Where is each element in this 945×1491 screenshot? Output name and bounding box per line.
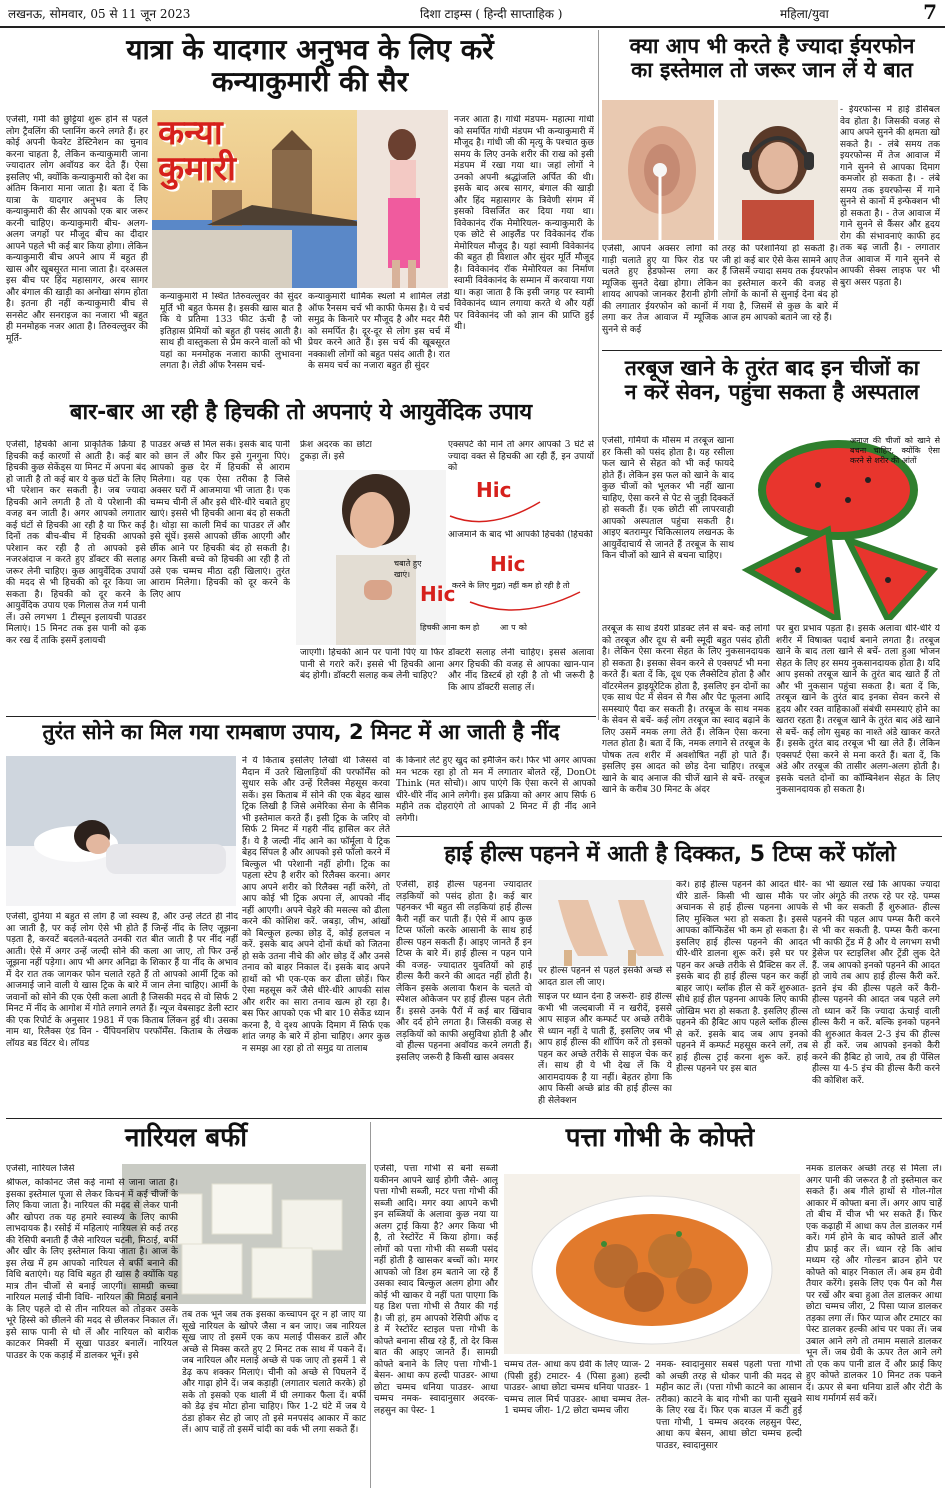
watermelon-right-top: अनाज की चीजों को खाने से बचना चाहिए, क्योंकि ऐसा करने से शरीर की आंतों bbox=[850, 436, 940, 466]
header-paper-name: दिशा टाइम्स ( हिन्दी साप्ताहिक ) bbox=[420, 7, 563, 21]
hiccup-col2: पाउडर अच्छे से मिल सके। इसके बाद पानी को छान लें और फिर इसे गुनगुना पिएं। आपको कुछ देर में हिचकी से आराम मिलेगा। यह एक ऐसा तरीका है जिसे अक्सर घरों में आजमाया भी जाता है। एक चम्मच चीनी लें और इसे धीरे-धीरे चबाते हुए खाएं। इससे भी हिचकी आना बंद हो सकती है। थोड़ा सा काली मिर्च का पाउडर लें और इसे सूंघें। इससे आपको छींक आएगी और छींक आने पर हिचकी बंद हो सकती है। अगर किसी बच्चे को हिचकी आ रही है तो उसे एक चम्मच मीठा दही खिलाएं। तुरंत आराम मिलेगा। हिचकी को दूर करने के लिए आप bbox=[150, 440, 290, 600]
hic-note: करने के लिए मुद्रा) नहीं कम हो रही है तो bbox=[452, 581, 570, 590]
divider bbox=[396, 836, 942, 837]
kanyakumari-col1: एजेंसी, गर्मी की छुट्टियां शुरू होने से पहले लोग ट्रैवलिंग की प्लानिंग करने लगते हैं। हर कोई अपनी फेवरेट डेस्टिनेशन का चुनाव करना चाहता है, लेकिन कन्याकुमारी जाना ज्यादातर लोग अवॉयड कर देते हैं। ऐसा इसलिए भी, क्योंकि कन्याकुमारी को देश का अंतिम किनारा माना जाता है। बता दें कि यात्रा के यादगार अनुभव के लिए कन्याकुमारी की सैर आपको एक बार जरूर करनी चाहिए। कन्याकुमारी बीच- अलग-अलग जगहों पर मौजूद बीच का दीदार आपने पहले भी कई बार किया होगा। लेकिन कन्याकुमारी बीच अपने आप में बहुत ही खास और खूबसूरत माना जाता है। दरअसल इस बीच पर हिंद महासागर, अरब सागर और बंगाल की खाड़ी का अनोखा संगम होता है। इतना ही नहीं कन्याकुमारी बीच से सनसेट और सनराइज का नजारा भी बहुत ही मनमोहक नजर आता है। तिरुवल्लुवर की मूर्ति- bbox=[6, 115, 148, 344]
hiccup-col1: एजेंसी, हिचकी आना प्राकृतिक क्रिया है हिचकी कई कारणों से आती है। कई बार हिचकी कुछ सेकेंड्स या मिनट में अपना बंद हो जाती है तो कई बार ये कुछ घंटों के लिए भी परेशान कर सकती है। जब ज्यादा हिचकी आने लगती है तो ये परेशानी की वजह बन जाती है। अगर आपको लगातार कई घंटों से हिचकी आ रही है या फिर कई दिनों तक बीच-बीच में हिचकी आपको परेशान कर रही है तो आपको इसे नजरअंदाज न करते हुए डॉक्टर की सलाह जरूर लेनी चाहिए। कुछ आयुर्वेदिक उपायों की मदद से भी हिचकी को दूर किया जा सकता है। हिचकी को दूर करने के आयुर्वेदिक उपाय एक गिलास तेज गर्म पानी लें। उसे लगभग 1 टीस्पून इलायची पाउडर मिलाएं। 15 मिनट तक इस पानी को ढ़क कर रख दें ताकि इसमें इलायची bbox=[6, 440, 146, 646]
heels-col4: का भी ख्याल रखें कि आपका ज्यादा जोर अंगूठे की तरफ रहे पर रहे. पम्प्स से भी कर सकती हैं शुरुआत- हील्स पहनने की पहल आप पम्प्स कैरी करने से भी कर सकती है. पम्प्स कैरी करना भी काफी ट्रेंड में है और ये लगभग सभी ड्रेसेज पर स्टाइलिश और ट्रेंडी लुक देते हैं. जब आपको इनको पहनने की आदत हो जाये तब आप हाई हील्स कैरी करें. इतने इंच की हील्स पहले करें कैरी- हील्स पहनने की आदत जब पहले लगे तो ध्यान करें कि ज्यादा ऊंचाई वाली हील्स कैरी न करें. बल्कि इनको पहनने की शुरुआत केवल 2-3 इंच की हील्स से ही करें. जब आपको इनको कैरी करने की हैबिट हो जाये, तब ही पेंसिल हील्स या 4-5 इंच की हील्स कैरी करने की कोशिश करें. bbox=[812, 880, 940, 1086]
kanyakumari-headline bbox=[40, 34, 580, 98]
hic-label: Hic bbox=[420, 582, 456, 606]
heels-photo-svg bbox=[538, 880, 672, 966]
kanyakumari-headline-line1: यात्रा के यादगार अनुभव के लिए करें bbox=[126, 33, 494, 66]
earphone-right-col: - ईयरफोन्स में हाई डेसिबल वेव होता है। जिसकी वजह से आप अपने सुनने की क्षमता खो सकते है। - लंबे समय तक इयरफोन्स में तेज आवाज में गाने सुनने से आपका दिमाग कमजोर हो सकता है। - लंबे समय तक इयरफोन्स में गाने सुनने से कानों में इन्फेक्शन भी हो सकता है। - तेज आवाज में गाने सुनने से कैंसर और हृदय रोग की संभावनाएं काफी हद तक बढ़ जाती है। - लगातार तेज आवाज में गाने सुनने से आपकी सेक्स लाइफ पर भी बुरा असर पड़ता है। bbox=[840, 105, 940, 288]
hic-label: Hic bbox=[476, 478, 512, 502]
kofte-headline: पत्ता गोभी के कोफ्ते bbox=[565, 1123, 755, 1153]
watermelon-col1: एजेंसी, गर्मियों के मौसम में तरबूज खाना हर किसी को पसंद होता है। यह रसीला फल खाने से सेहत को भी कई फायदे होते हैं। लेकिन इस फल को खाने के बाद कुछ चीजों को भूलकर भी नहीं खाना चाहिए, ऐसा करने से पेट से जुड़ी दिक्कतें हो सकती हैं। एक छोटी सी लापरवाही आपको अस्पताल पहुंचा सकती है। आइए बतराम्पुर चिकित्सालय लखनऊ के आयुर्वेदाचार्य से जानते हैं तरबूज के साथ किन चीजों को खाने से बचना चाहिए। bbox=[602, 436, 734, 562]
header-section: महिला/युवा bbox=[780, 7, 829, 21]
hic-note: चबाते हुए खाएं। bbox=[394, 559, 422, 579]
hiccup-headline: बार-बार आ रही है हिचकी तो अपनाएं ये आयुर्वेदिक उपाय bbox=[69, 400, 533, 425]
kanyakumari-photo-title: कन्या कुमारी bbox=[158, 113, 236, 189]
heels-col1: एजेंसी, हाई हील्स पहनना ज्यादातर लड़कियों को पसंद होता है। कई बार पहनकर भी बहुत सी लड़कियां हाई हील्स कैरी नहीं कर पाती हैं। ऐसे में आप कुछ टिप्स फॉलो करके आसानी के साथ हाई हील्स पहन सकती हैं। आइए जानते हैं इन टिप्स के बारे में। हाई हील्स न पहन पाने की वजह- ज्यादातर युवतियों को हाई हील्स कैरी करने की आदत नहीं होती है। लेकिन इसके अलावा फैशन के चलते वो स्पेशल ओकेजन पर हाई हील्स पहन लेती हैं। इससे उनके पैरों में कई बार खिंचाव और दर्द होने लगता है। जिसकी वजह से लड़कियों को काफी असुविधा होती है और वो हील्स पहनना अवॉयड करने लगती हैं। इसलिए जरूरी है किसी खास अवसर bbox=[396, 880, 532, 1063]
heels-caption: पर हील्स पहनने से पहले इसकी अच्छे से आदत डाल ली जाए। bbox=[538, 966, 672, 988]
hiccup-col4a: एक्सपर्ट की मानें तो अगर आपको 3 घंटे से ज्यादा वक्त से हिचकी आ रही हैं, इन उपायों को bbox=[448, 440, 594, 474]
kanyakumari-col4: नजर आता है। गांधी मंडपम- महात्मा गांधी को समर्पित गांधी मंडपम भी कन्याकुमारी में मौजूद है। गांधी जी की मृत्यु के पश्चात कुछ समय के लिए उनके शरीर की राख को इसी मंडपम में रखा गया था। जहां लोगों ने उनको अपनी श्रद्धांजलि अर्पित की थी। इसके बाद अरब सागर, बंगाल की खाड़ी और हिंद महासागर के त्रिवेणी संगम में इसको विसर्जित कर दिया गया था। विवेकानंद रॉक मेमोरियल- कन्याकुमारी के एक छोटे से आइलैंड पर विवेकानंद रॉक मेमोरियल मौजूद है। यहां स्वामी विवेकानंद की बहुत ही विशाल और सुंदर मूर्ति मौजूद है। विवेकानंद रॉक मेमोरियल का निर्माण स्वामी विवेकानंद के सम्मान में करवाया गया था। कहा जाता है कि इसी जगह पर स्वामी विवेकानंद ध्यान लगाया करते थे और यहीं पर विवेकानंद जी को ज्ञान की प्राप्ति हुई थी। bbox=[454, 115, 594, 333]
watermelon-col2: तरबूज के साथ डेयरी प्रोडक्ट लेने से बचें- कई लोगों को तरबूज और दूध से बनी स्मूदी बहुत पसंद होती है। लेकिन ऐसा करना सेहत के लिए नुकसानदायक हो सकता है। इसका सेवन करने से एक्सपर्ट भी मना करते हैं। बता दें कि, दूध एक लैक्सेटिव होता है और वॉटरमेलन ड्राइयूरेटिक होता है, इसलिए इन दोनों का एक साथ पेट में सेवन से गैस और पेट फूलना आदि समस्याएं पैदा कर सकती है। तरबूज के साथ नमक के सेवन से बचें- कई लोग तरबूज का स्वाद बढ़ाने के लिए उसमें नमक लगा लेते हैं। लेकिन ऐसा करना गलत होता है। बता दें कि, नमक लगाने से तरबूज के पोषक तत्व शरीर में अवशोषित नहीं हो पाते हैं। इसलिए इस आदत को छोड़ देना चाहिए। तरबूज खाने के बाद अनाज की चीजें खाने से बचें- तरबूज खाने के करीब 30 मिनट के अंदर bbox=[602, 624, 770, 796]
sleep-photo bbox=[6, 756, 236, 906]
divider bbox=[6, 716, 596, 717]
barfi-headline: नारियल बर्फी bbox=[125, 1123, 247, 1153]
watermelon-headline-line2: न करें सेवन, पहुंचा सकता है अस्पताल bbox=[624, 380, 920, 405]
hic-board-lines bbox=[380, 472, 596, 642]
hic-note: आपको bbox=[500, 623, 530, 632]
heels-photo bbox=[538, 880, 672, 966]
barfi-col2: तब तक भूनें जब तक इसका कच्चापन दूर न हो जाए या सूखे नारियल के खोपरे जैसा न बन जाए। जब नारियल सूख जाए तो इसमें एक कप मलाई पीसकर डालें और अच्छे से मिक्स करते हुए 2 मिनट तक साथ में पकने दें। जब नारियल और मलाई अच्छे से पक जाए तो इसमें 1 से डेढ़ कप शक्कर मिलाएं। चीनी को अच्छे से पिघलने दें और गाढ़ा होने दें। जब कड़ाही (लगातार चलाते करके) हो सके तो इसको एक थाली में घी लगाकर फैला दें। बर्फी को डेढ़ इंच मोटा होना चाहिए। फिर 1-2 घंटे में जब ये ठंडा होकर सेट हो जाए तो इसे मनपसंद आकार में काट लें। आप चाहें तो इसमें चांदी का वर्क भी लगा सकते हैं। bbox=[182, 1310, 366, 1436]
kofte-photo bbox=[504, 1174, 800, 1354]
kanyakumari-col3: कन्याकुमारी धार्मिक स्थलों में शामिल लेडी ऑफ रैनसम चर्च भी काफी फेमस है। ये चर्च समुद्र के किनारे पर मौजूद है और मदर मैरी को समर्पित है। दूर-दूर से लोग इस चर्च में प्रेयर करने आते हैं। इस चर्च की खूबसूरत नक्काशी लोगों को बहुत पसंद आती है। रात के समय चर्च का नजारा बहुत ही सुंदर bbox=[308, 292, 450, 372]
kofte-photo-svg bbox=[504, 1174, 800, 1354]
divider bbox=[6, 1118, 942, 1119]
kofte-col2: चम्मच तेल- आधा कप ग्रेवी के लिए प्याज- 2 (पिसी हुई) टमाटर- 4 (पिसा हुआ) हल्दी पाउडर- आधा छोटा चम्मच धनिया पाउडर- 1 चम्मच लाल मिर्च पाउडर- आधा चम्मच तेल- 1 चम्मच जीरा- 1/2 छोटा चम्मच जीरा bbox=[504, 1360, 650, 1417]
heels-col3: करें। हाई हील्स पहनने की आदत धीरे-धीरे डालें- किसी भी खास मौके पर अचानक से हाई हील्स पहनना आपके लिए मुश्किल भरा हो सकता है। इससे आपका कॉन्फिडेंस भी कम हो सकता है। इसलिए हाई हील्स पहनने की आदत धीरे-धीरे डालना शुरू करें। इसे घर पर पहन कर अच्छे तरीके से प्रैक्टिस कर लें. इसके बाद ही हाई हील्स पहन कर कहीं बाहर जाएं। ब्लॉक हील से करें शुरुआत- सीधे हाई हील पहनना आपके लिए काफी जोखिम भरा हो सकता है. इसलिए हील्स पहनने की हैबिट आप पहले ब्लॉक हील्स से करें. इसके बाद जब आप इनको पहनने में कम्फर्ट महसूस करने लगें, तब हाई हील्स ट्राई करना शुरू करें. हाई हील्स पहनने पर इस बात bbox=[676, 880, 808, 1075]
earphone-col2: तरह की परेशानियां हो सकती है। जी हां कई बार ऐसे केस सामने आए हैं जिसमें ज्यादा समय तक ईयरफोन का इस्तेमाल करने की वजह से लोगों के कानों से सुनाई देना बंद हो गया है, जिसमें से कुछ के बारे में आज हम आपको बताने जा रहे हैं। bbox=[722, 244, 838, 324]
kanyakumari-headline-line2: कन्याकुमारी की सैर bbox=[211, 65, 409, 99]
barfi-col1: श्रीफल, कोकोनट जैसे कई नामों से जाना जाता है। इसका इस्तेमाल पूजा से लेकर किचन में कई चीजों के लिए किया जाता है। नारियल की मदद से लेकर पानी और खोपरा तक यह हमारे स्वास्थ्य के लिए काफी लाभदायक है। रसोई में महिलाएं नारियल से कई तरह की रेसिपी बनाती हैं जैसे नारियल चटनी, मिठाई, बर्फी और खीर के लिए इस्तेमाल किया जाता है। आज के इस लेख में हम आपको नारियल से बर्फी बनाने की विधि बताएंगे। यह विधि बहुत ही खास है क्योंकि यह मात्र तीन चीजों से बनाई जाएगी। सामग्री कच्चा नारियल मलाई चीनी विधि- नारियल की मिठाई बनाने के लिए पहले दो से तीन नारियल को तोड़कर उसके भूरे हिस्से को छीलने की मदद से छीलकर निकाल लें। इसे साफ पानी से धो लें और नारियल को बारीक काटकर मिक्सी में सूखा पाउडर बनालें। नारियल पाउडर के एक कड़ाई में डालकर भूनें। इसे bbox=[6, 1178, 178, 1361]
hiccup-col3b: जाएगी। हिचकी आने पर पानी पिएं या फिर पानी से गरारे करें। इससे भी हिचकी आना बंद होगी। डॉक्टरी सलाह कब लेनी चाहिए? bbox=[300, 648, 444, 682]
kofte-col1: एजेंसी, पत्ता गोभी से बनी सब्जी यकीनन आपने खाई होगी जैसे- आलू पत्ता गोभी सब्जी, मटर पत्ता गोभी की सब्जी आदि। मगर क्या आपने कभी इन सब्जियों के अलावा कुछ नया या अलग ट्राई किया है? अगर किया भी है, तो रेस्टोरेंट में किया होगा। कई लोगों को पत्ता गोभी की सब्जी पसंद नहीं होती है खासकर बच्चों को। मगर आपको जो डिश हम बताने जा रहे हैं उसका स्वाद बिल्कुल अलग होगा और कोई भी खाकर ये नहीं पता पाएगा कि यह डिश पत्ता गोभी से तैयार की गई है। जी हां, हम आपको रेसिपी ऑफ द डे में रेस्टोरेंट स्टाइल पत्ता गोभी के कोफ्ते बनाना सीख रहे हैं, तो देर किस बात की आइए जानते हैं। सामग्री कोफ्ते बनाने के लिए पत्ता गोभी-1 बेसन- आधा कप हल्दी पाउडर- आधा छोटा चम्मच धनिया पाउडर- आधा चम्मच नमक- स्वादानुसार अदरक-लहसुन का पेस्ट- 1 bbox=[374, 1164, 498, 1416]
hiccup-col4c: डॉक्टरी सलाह लेनी चाहिए। इससे अलावा अगर हिचकी की वजह से आपका खान-पान और नींद डिस्टर्ब हो रही है तो भी जरूरी है कि आप डॉक्टरी सलाह लें। bbox=[448, 648, 594, 693]
earphone-photo-svg bbox=[602, 100, 838, 240]
sleep-photo-svg bbox=[6, 756, 236, 906]
heels-headline: हाई हील्स पहनने में आती है दिक्कत, 5 टिप्स करें फॉलो bbox=[444, 842, 896, 867]
kofte-col4: नमक डालकर अच्छी तरह से मिला लें। अगर पानी की जरूरत है तो इस्तेमाल कर सकते हैं। अब गीले हाथों से गोल-गोल आकार में कोफ्ता बना लें। अगर आप चाहें तो बीच में चीज भी भर सकते हैं। फिर एक कढ़ाही में आधा कप तेल डालकर गर्म करें। गर्म होने के बाद कोफ्ते डालें और डीप फ्राई कर लें। ध्यान रहे कि आंच मध्यम रहे और गोल्डन ब्राउन होने पर कोफ्ते को बाहर निकाल लें। अब हम ग्रेवी तैयार करेंगे। इसके लिए एक पैन को गैस पर रखें और बचा हुआ तेल डालकर आधा छोटा चम्मच जीरा, 2 पिसा प्याज डालकर तड़का लगा लें। फिर प्याज और टमाटर का पेस्ट डालकर हल्की आंच पर पका लें। जब उबाल आने लगे तो तमाम मसाले डालकर भून लें। जब ग्रेवी के ऊपर तेल आने लगे तो एक कप पानी डाल दें और फ्राई किए हुए कोफ्ते डालकर 10 मिनट तक पकने दें। ऊपर से बना धनिया डालें और रोटी के साथ गर्मागर्म सर्व करें। bbox=[806, 1164, 942, 1405]
divider bbox=[602, 350, 942, 351]
watermelon-headline bbox=[602, 356, 942, 404]
page-number: 7 bbox=[923, 0, 937, 24]
divider bbox=[370, 1122, 371, 1488]
earphone-headline-line1: क्या आप भी करते है ज्यादा ईयरफोन bbox=[629, 34, 915, 58]
earphone-headline-line2: का इस्तेमाल तो जरूर जान लें ये बात bbox=[631, 58, 913, 83]
sleep-col3: के किनारे लेटे हुए खुद को इमैजिन करें। फिर भी अगर आपका मन भटक रहा हो तो मन में लगातार बोलते रहें, DonOt Think (मत सोचो)। आप पाएंगे कि ऐसा करने से आपको धीरे-धीरे नींद आने लगेगी। इस प्रक्रिया को अगर आप सिर्फ 6 महीने तक दोहराएंगे तो आपको 2 मिनट में ही नींद आने लगेगी। bbox=[396, 756, 596, 824]
sleep-col1: एजेंसी, दुनिया में बहुत से लोग हैं जो स्वस्थ हैं, और उन्हें लेटते ही नींद आ जाती है, पर कई लोग ऐसे भी होते हैं जिन्हें नींद के लिए जूझना पड़ता है, करवटें बदलते-बदलते उनकी रात बीत जाती है पर नींद नहीं आती। ऐसे में अगर उन्हें जल्दी सोने की कला आ जाए, तो फिर उन्हें जूझना नहीं पड़ेगा। आप भी अगर अनिद्रा के शिकार हैं या नींद के अभाव में देर रात तक जागकर फोन चलाते रहते हैं तो आपको आर्मी ट्रिक को आजमाई जाने वाली ये खास ट्रिक के बारे में जान लेना चाहिए। आर्मी के जवानों को सोने की एक ऐसी कला आती है जिसकी मदद से वो सिर्फ 2 मिनट में नींद के आगोश में गोते लगाने लगते हैं। न्यूज वेबसाइट डेली स्टार की एक रिपोर्ट के अनुसार 1981 में एक किताब लिंकन हुई थी। उसका नाम था, रिलैक्स एंड विन - चैंपियनशिप परफॉर्मेंस. किताब के लेखक लॉयड बड विंटर थे। लॉयड bbox=[6, 912, 238, 1049]
kanyakumari-photo bbox=[152, 110, 448, 288]
earphone-photo bbox=[602, 100, 838, 240]
page-header bbox=[0, 0, 945, 28]
hiccup-col4b: आजमाने के बाद भी आपकी हिचकी (हिचकी bbox=[448, 530, 593, 540]
kofte-col3: नमक- स्वादानुसार सबसे पहली पत्ता गोभी को अच्छी तरह से धोकर पानी की मदद से महीन काट लें। (पत्ता गोभी काटने का आसान तरीका) काटने के बाद गोभी का पानी सूखने के लिए रख दें। फिर एक बाउल में कटी हुई पत्ता गोभी, 1 चम्मच अदरक लहसुन पेस्ट, आधा कप बेसन, आधा छोटा चम्मच हल्दी पाउडर, स्वादानुसार bbox=[656, 1360, 802, 1451]
hic-note: हिचकी आना कम हो bbox=[420, 623, 480, 632]
hiccup-hic-board bbox=[380, 472, 596, 642]
header-date: लखनऊ, सोमवार, 05 से 11 जून 2023 bbox=[8, 7, 191, 21]
earphone-headline bbox=[602, 34, 942, 82]
earphone-col1: एजेंसी, आपने अक्सर लोगों को गाड़ी चलाते हुए या फिर रोड पर चलते हुए हेडफोन्स लगा कर म्यूजिक सुनते देखा होगा। लेकिन शायद आपको जानकर हैरानी होगी की लगातार ईयरफोन को कानों में लगा कर तेज आवाज में म्यूजिक सुनने से कई bbox=[602, 244, 718, 335]
sleep-col2: ने ये किताब इसलिए लिखी थी जिससे वो मैदान में उतरे खिलाड़ियों की परफॉर्मेंस को सुधार सके और उन्हें रिलैक्स मेहसूस करवा सकें। इस किताब में सोने की एक बेहद खास ट्रिक लिखी है जिसे अमेरिका सेना के सैनिक भी इस्तेमाल करते हैं। इसी ट्रिक के जरिए वो सिर्फ 2 मिनट में गहरी नींद हासिल कर लेते हैं। ये है जल्दी नींद आने का फॉर्मूला ये ट्रिक बेहद सिंपल है और आपको इसे फॉलो करने में बिल्कुल भी परेशानी नहीं होगी। ट्रिक का पहला स्टेप है शरीर को रिलैक्स करना। अगर आप अपने शरीर को रिलैक्स नहीं करेंगे, तो आप कोई भी ट्रिक अपना लें, आपको नींद नहीं आएगी। अपने चेहरे की मसल्स को ढीला करने की कोशिश करें. जबड़ा, जीभ, आंखों को बिल्कुल हल्का छोड़ दें, कोई हलचल न करें. इसके बाद अपने दोनों कंधों को जितना हो सके उतना नीचे की ओर छोड़ दें और उनसे तनाव को बाहर निकाल दें। इसके बाद अपने हाथों को भी एक-एक कर ढीला छोड़ें। फिर ऐसा महसूस करें जैसे धीरे-धीरे आपकी सांस और शरीर का सारा तनाव खत्म हो रहा है। बस फिर आपको एक भी बार 10 सेकेंड ध्यान करना है, ये दृश्य आपके दिमाग में सिर्फ एक शांत जगह के बारे में होना चाहिए। अगर कुछ न समझ आ रहा हो तो समुद्र या तालाब bbox=[242, 756, 390, 1054]
divider bbox=[598, 30, 599, 720]
hic-label: Hic bbox=[490, 552, 526, 576]
watermelon-col3: पर बुरा प्रभाव पड़ता है। इसके अलावा धीरे-धीरे ये शरीर में विषाक्त पदार्थ बनाने लगता है। तरबूज खाने के बाद तला खाने से बचें- तला हुआ भोजन सेहत के लिए हर समय नुकसानदायक होता है। यदि आप इसको तरबूज खाने के तुरंत बाद खाते हैं तो और भी नुकसान पहुंचा सकता है। बता दें कि, तरबूज खाने के तुरंत बाद इनका सेवन करने से हृदय और रक्त वाहिकाओं संबंधी समस्याएं होने का खतरा रहता है। तरबूज खाने के तुरंत बाद अंडे खाने से बचें- कई लोग सुबह का नाश्ते अंडे खाकर करते हैं। इसके तुरंत बाद तरबूज भी खा लेते हैं। लेकिन एक्सपर्ट ऐसा करने से मना करते हैं। बता दें, कि अंडे और तरबूज की तासीर अलग-अलग होती है। इसके चलते दोनों का कॉम्बिनेशन सेहत के लिए नुकसानदायक हो सकता है। bbox=[776, 624, 940, 796]
barfi-lead: एजेंसी, नारियल जिसे bbox=[6, 1164, 75, 1174]
sleep-headline: तुरंत सोने का मिल गया रामबाण उपाय, 2 मिनट में आ जाती है नींद bbox=[42, 720, 560, 744]
watermelon-headline-line1: तरबूज खाने के तुरंत बाद इन चीजों का bbox=[624, 356, 920, 380]
kanyakumari-col2: कन्याकुमारी में स्थित तिरुवल्लुवर की सुंदर मूर्ति भी बहुत फेमस है। इसकी खास बात है कि ये प्रतिमा 133 फीट ऊंची है जो इतिहास प्रेमियों को बहुत ही पसंद आती है। साथ ही वास्तुकला से प्रेम करने वालों को भी यहां का मनमोहक नजारा काफी लुभावना लगता है। लेडी ऑफ रैनसम चर्च- bbox=[160, 292, 302, 372]
heels-col2: साइज पर ध्यान देना है जरूरी- हाई हील्स कभी भी जल्दबाजी में न खरीदें, इससे आप साइज और कम्फर्ट पर अच्छे तरीके से ध्यान नहीं दे पाती हैं, इसलिए जब भी आप हाई हील्स की शॉपिंग करें तो इसको पहन कर अच्छे तरीके से साइज चेक कर लें। साथ ही ये भी देख लें कि ये आरामदायक है या नहीं। बेहतर होगा कि आप किसी अच्छे ब्रांड की हाई हील्स का ही सेलेक्शन bbox=[538, 992, 672, 1106]
hiccup-col3: फ्रेश अदरक का छोटा टुकड़ा लें। इसे bbox=[300, 440, 372, 462]
